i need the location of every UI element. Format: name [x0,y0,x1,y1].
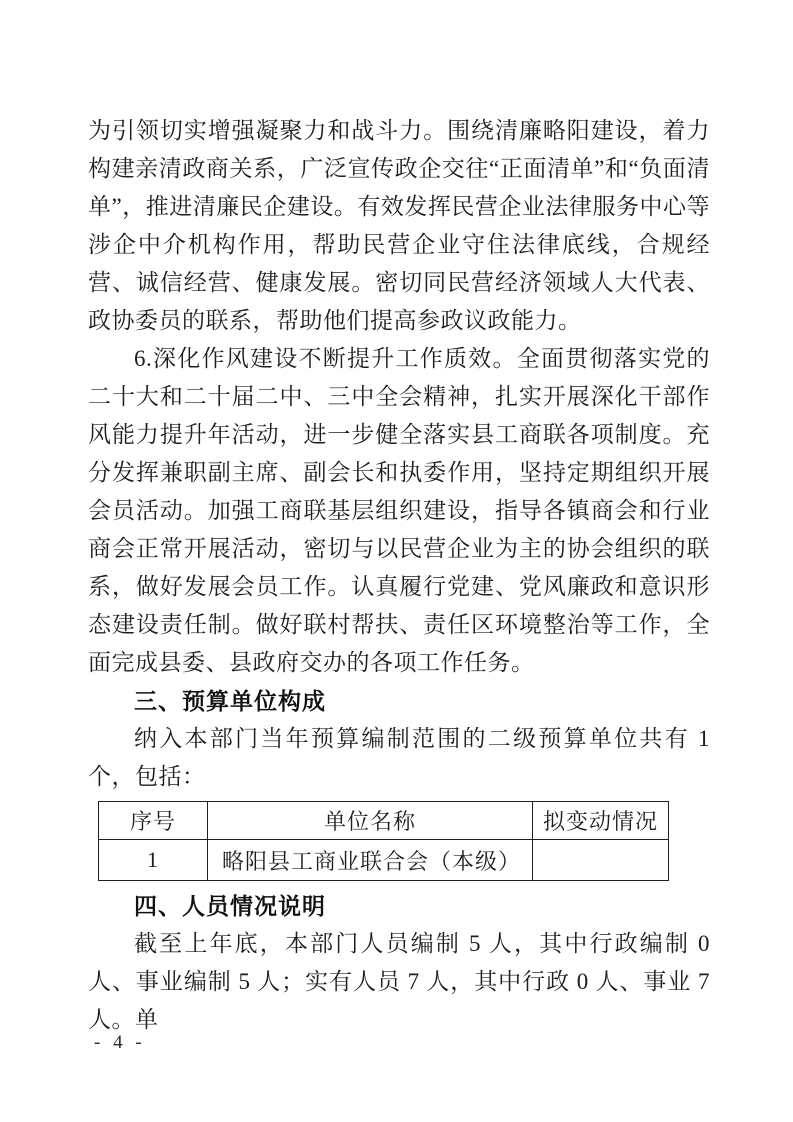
section4-heading: 四、人员情况说明 [134,893,326,919]
table-header-index: 序号 [99,802,208,840]
table-cell-unit-name: 略阳县工商业联合会（本级） [208,840,533,881]
table-cell-change [533,840,669,881]
section3-heading: 三、预算单位构成 [134,688,326,714]
page-number: - 4 - [94,1032,146,1053]
paragraph-continuation: 为引领切实增强凝聚力和战斗力。围绕清廉略阳建设，着力构建亲清政商关系，广泛宣传政企交往“正面清单”和“负面清单”，推进清廉民企建设。有效发挥民营企业法律服务中心等涉企中介机构作用，帮助民营企业守住法律底线，合规经营、诚信经营、健康发展。密切同民营经济领域人大代表、政协委员的联系，帮助他们提高参政议政能力。 [88,118,710,333]
budget-units-table [98,801,669,881]
content-area [88,112,710,1039]
table-row [99,840,669,881]
section4-paragraph: 截至上年底，本部门人员编制 5 人，其中行政编制 0 人、事业编制 5 人；实有人员 7 人，其中行政 0 人、事业 7 人。单 [88,931,710,1032]
table-header-change: 拟变动情况 [533,802,669,840]
table-header-row [99,802,669,840]
paragraph-item6: 6.深化作风建设不断提升工作质效。全面贯彻落实党的二十大和二十届二中、三中全会精神，扎实开展深化干部作风能力提升年活动，进一步健全落实县工商联各项制度。充分发挥兼职副主席、副会长和执委作用，坚持定期组织开展会员活动。加强工商联基层组织建设，指导各镇商会和行业商会正常开展活动，密切与以民营企业为主的协会组织的联系，做好发展会员工作。认真履行党建、党风廉政和意识形态建设责任制。做好联村帮扶、责任区环境整治等工作，全面完成县委、县政府交办的各项工作任务。 [88,346,710,675]
table-cell-index: 1 [99,840,208,881]
table-header-unit-name: 单位名称 [208,802,533,840]
section3-paragraph: 纳入本部门当年预算编制范围的二级预算单位共有 1 个，包括： [88,726,710,789]
